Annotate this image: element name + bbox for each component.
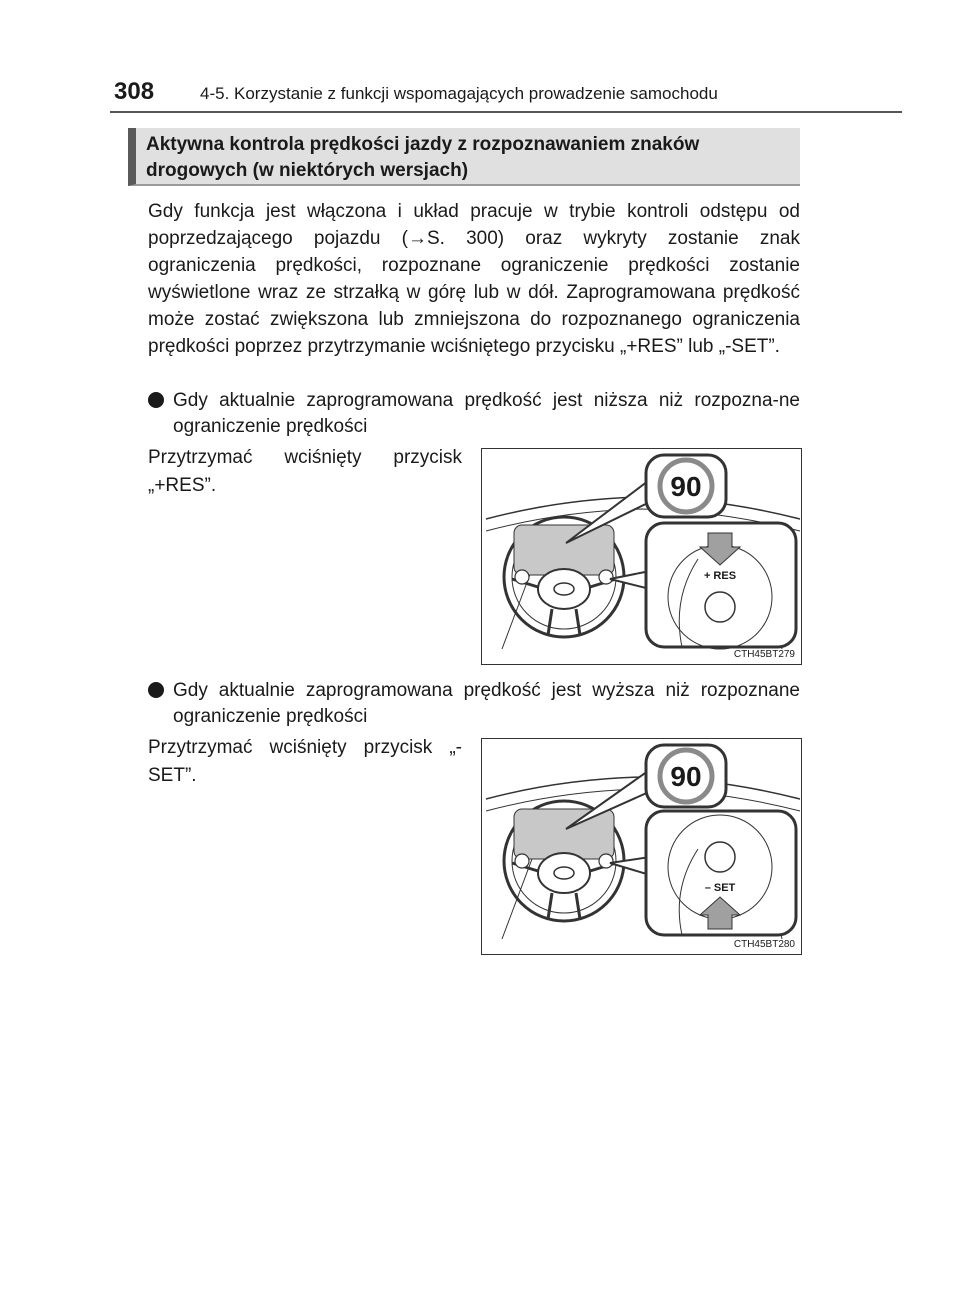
svg-text:+ RES: + RES (703, 570, 737, 582)
chapter-title: 4-5. Korzystanie z funkcji wspomagających prowadzenie samochodu (200, 84, 718, 103)
instruction-text: Przytrzymać wciśnięty przycisk „+RES”. (148, 447, 462, 496)
svg-text:– SET: – SET (704, 882, 736, 894)
svg-text:90: 90 (670, 761, 702, 792)
steering-wheel-illustration (482, 449, 802, 665)
figure-res-button (481, 448, 802, 665)
figure-code: CTH45BT279 (733, 649, 795, 660)
page-header (0, 0, 960, 114)
bullet-item-lower-speed (148, 388, 800, 440)
svg-text:90: 90 (670, 471, 702, 502)
section-title: Aktywna kontrola prędkości jazdy z rozpoznawaniem znaków drogowych (w niektórych wersjach) (146, 134, 700, 181)
bullet-text: Gdy aktualnie zaprogramowana prędkość jest niższa niż rozpozna-ne ograniczenie prędkości (173, 390, 800, 437)
bullet-icon (148, 392, 164, 408)
figure-code: CTH45BT280 (733, 939, 795, 950)
bullet-icon (148, 682, 164, 698)
page-number: 308 (114, 78, 155, 105)
bullet-text: Gdy aktualnie zaprogramowana prędkość jest wyższa niż rozpoznane ograniczenie prędkości (173, 680, 800, 727)
intro-paragraph: Gdy funkcja jest włączona i układ pracuje w trybie kontroli odstępu od poprzedzającego pojazdu (→S. 300) oraz wykryty zostanie znak ograniczenia prędkości, rozpoznane ograniczenie prędkości zostanie wyświetlone wraz ze strzałką w górę lub w dół. Zaprogramowana prędkość może zostać zwiększona lub zmniejszona do rozpoznanego ograniczenia prędkości poprzez przytrzymanie wciśniętego przycisku „+RES” lub „-SET”. (148, 201, 800, 357)
bullet-item-higher-speed (148, 678, 800, 730)
steering-wheel-illustration (482, 739, 802, 955)
section-heading-box (128, 128, 800, 186)
header-divider (110, 111, 902, 113)
figure-set-button (481, 738, 802, 955)
instruction-text: Przytrzymać wciśnięty przycisk „-SET”. (148, 737, 462, 786)
